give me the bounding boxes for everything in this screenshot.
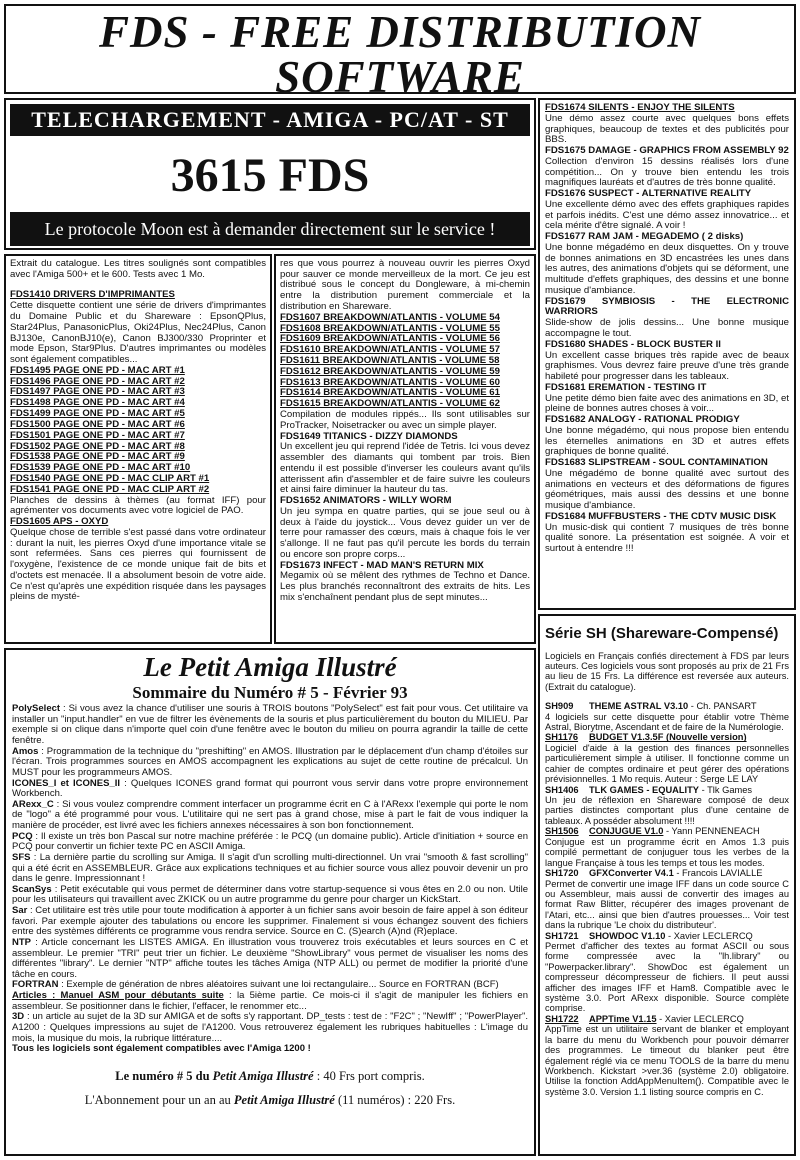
list-item: FDS1540 PAGE ONE PD - MAC CLIP ART #1 (10, 472, 210, 484)
entry-text: Permet de convertir une image IFF dans un code source C ou Assembleur, mais aussi de convertir des images au format Raw Blitter, récupérer des images provenant de l'Atari, etc... ainsi que bien d'autres prouesses... Voir test dans la rubrique 'Le choix du distributeur'. (545, 878, 789, 931)
list-item: FDS1501 PAGE ONE PD - MAC ART #7 (10, 429, 185, 441)
sommaire-entry (12, 885, 528, 906)
list-item: FDS1611 BREAKDOWN/ATLANTIS - VOLUME 58 (280, 354, 500, 366)
sommaire-text: : Exemple de génération de nbres aléatoires suivant une loi rectangulaire... Source en FORTRAN (BCF) (58, 979, 499, 991)
sommaire-entry (12, 747, 528, 779)
sommaire-text: : un article au sujet de la 3D sur AMIGA et de softs s'y rapportant. DP_tests : test de : "F2C" ; "NewIff" ; "PowerPlayer". A1200 : Quelques impressions au sujet de l'A1200. Vous retrouverez également les rubriques habituelles : L'image du mois, la musique du mois, la rubrique littérature.... (12, 1011, 528, 1044)
list-item: FDS1497 PAGE ONE PD - MAC ART #3 (10, 386, 185, 398)
entry-title: FDS1684 MUFFBUSTERS - THE CDTV MUSIC DISK (545, 510, 777, 522)
sh-name: SHOWDOC V1.10 (589, 930, 666, 941)
entry-text: 4 logiciels sur cette disquette pour établir votre Thème Astral, Biorytme, Ascendant et de faire de la Numérologie. (545, 711, 789, 733)
subscription-line: L'Abonnement pour un an au Petit Amiga Illustré (11 numéros) : 220 Frs. (84, 1092, 456, 1107)
sommaire-entry (12, 853, 528, 885)
list-item: FDS1614 BREAKDOWN/ATLANTIS - VOLUME 61 (280, 387, 500, 399)
sommaire-key: ICONES_I et ICONES_II (12, 777, 121, 789)
mac-art-list (10, 366, 266, 496)
magazine-subtitle: Sommaire du Numéro # 5 - Février 93 (132, 682, 408, 702)
sommaire-entry (12, 1012, 528, 1044)
entry-title: FDS1605 APS - OXYD (10, 516, 109, 528)
entry-text: Une excellente démo avec des effets graphiques rapides et parfois inédits. C'est une démo assez innovatrice... et cela mérite d'être signalé. A voir ! (545, 198, 789, 232)
entry-title: FDS1681 EREMATION - TESTING IT (545, 381, 707, 393)
entry-text: Permet d'afficher des textes au format ASCII ou sous forme compressée avec la "lh.library" ou "Powerpacker.library". ShowDoc est également un compresseur décompresseur de fichiers. Il peut aussi afficher des images IFF et Ham8. Compatible avec le système 3.0. Port ARexx disponible. Source complète comprise. (545, 941, 789, 1014)
entry-title: FDS1680 SHADES - BLOCK BUSTER II (545, 338, 721, 350)
entry-text: Megamix où se mêlent des rythmes de Techno et Dance. Les plus branchés reconnaîtront des extraits de hits. Les mix s'enchaînent pendant plus de sept minutes... (280, 570, 530, 603)
sommaire-key: PCQ (12, 830, 33, 842)
sommaire-key: ARexx_C (12, 798, 54, 810)
list-item: FDS1607 BREAKDOWN/ATLANTIS - VOLUME 54 (280, 311, 500, 323)
sh-entry-title (545, 931, 789, 942)
serie-sh-intro: Logiciels en Français confiés directement à FDS par leurs auteurs. Ces logiciels vous sont proposés au prix de 21 Frs au lieu de 15 Frs. La différence est reversée aux auteurs. (Extrait du catalogue). (545, 650, 789, 692)
entry-text: Slide-show de jolis dessins... Une bonne musique accompagne le tout. (545, 317, 789, 339)
entry-text: Un excellent jeu qui reprend l'idée de Tetris. Ici vous devez assembler des diamants qui tombent par trois. Bien entendu il est possible d'inverser les couleurs avant qu'ils atterissent afin d'assembler et de faire suivre les couleurs et ainsi faire diminuer la hauteur du tas. (280, 441, 530, 496)
sh-name: BUDGET V1.3.5F (Nouvelle version) (589, 732, 747, 743)
sommaire-key: FORTRAN (12, 979, 59, 991)
sommaire-text: : Si vous voulez comprendre comment interfacer un programme écrit en C à l'ARexx l'exemple qui porte le nom de "logo" a été programmé pour vous. L'utilitaire qui ne sert pas à grand chose, mise à part le fait de vous indiquer la manière de procéder, est livré avec les fichiers annexes nécessaires à son bon fonctionnement. (12, 798, 528, 832)
sommaire-entry (12, 991, 528, 1012)
sommaire-entry (12, 832, 528, 853)
entry-text: Conjugue est un programme écrit en Amos 1.3 puis compilé permettant de conjuguer tous les verbes de la langue Française à tous les temps et tous les modes. (545, 836, 789, 868)
entry-text: Collection d'environ 15 dessins réalisés lors d'une compétition... On y trouve bien entendu les trois magnifiques lauréats et d'autres de très bonne qualité. (545, 155, 789, 189)
sommaire-key: NTP (12, 936, 31, 948)
sh-author: - Francois LAVIALLE (673, 868, 763, 878)
sh-entry-title (545, 732, 789, 743)
entry-title: FDS1682 ANALOGY - RATIONAL PRODIGY (545, 414, 740, 426)
list-item: FDS1499 PAGE ONE PD - MAC ART #5 (10, 408, 185, 420)
sh-code: SH1406 (545, 784, 579, 795)
entry-title: FDS1679 SYMBIOSIS - THE ELECTRONIC WARRIORS (545, 295, 789, 318)
sommaire-text: : Si vous avez la chance d'utiliser une souris à TROIS boutons "PolySelect" est fait pour vous. Cet utilitaire va installer un "input.handler" en vue de filtrer les évènements de la souris et plus particulièrement du bouton du MILIEU. Par exemple si on clique dans n'importe quel coin d'une fenêtre avec le bouton du milieu on pourra agrandir la taille de cette fenêtre. (12, 703, 528, 747)
entry-title: FDS1673 INFECT - MAD MAN'S RETURN MIX (280, 559, 484, 571)
page-title: FDS - FREE DISTRIBUTION SOFTWARE (99, 7, 701, 94)
sh-code: SH1176 (545, 732, 579, 743)
entry-title: FDS1676 SUSPECT - ALTERNATIVE REALITY (545, 188, 752, 200)
sommaire-text: : La dernière partie du scrolling sur Amiga. Il s'agit d'un scrolling multi-directionnel. Un vrai "smooth & fast scrolling" qui a été écrit en ASSEMBLEUR. Grâce aux explications techniques et au fichier source vous allez pouvoir devenir un pro dans le genre. Impressionnant ! (12, 851, 528, 885)
list-item: FDS1539 PAGE ONE PD - MAC ART #10 (10, 462, 191, 474)
list-item: FDS1610 BREAKDOWN/ATLANTIS - VOLUME 57 (280, 344, 500, 356)
sommaire-text: : Article concernant les LISTES AMIGA. En illustration vous trouverez trois exécutables et leurs sources en C et assembleur. Le premier "TRI" peut trier un fichier. Le deuxième "ShowLibrary" vous permet de visualiser les noms des différentes "library". Le dernier "NTP" affiche toutes les tâches Amiga (NTP ALL) ou permet de modifier la priorité d'une tâche en cours. (12, 936, 528, 980)
sommaire-entry (12, 704, 528, 747)
sommaire-text: : la 5ième partie. Ce mois-ci il s'agit de manipuler les fichiers en assembleur. Se positionner dans le fichier, l'effacer, le renommer etc... (12, 990, 528, 1012)
sh-entry-title (545, 1014, 789, 1025)
telechargement-banner: TELECHARGEMENT - AMIGA - PC/AT - ST (10, 104, 530, 136)
entry-text: Une bonne mégadémo en deux disquettes. On y trouve de bonnes animations en 3D encastrées les unes dans les autres, des animations d'objets qui se déforment, une multitude d'effets graphiques, des dessins et une bonne musique d'ambiance. (545, 241, 789, 296)
sh-entry-title (545, 868, 789, 879)
list-item: FDS1613 BREAKDOWN/ATLANTIS - VOLUME 60 (280, 376, 500, 388)
catalogue-column-2 (274, 254, 536, 644)
list-item: FDS1615 BREAKDOWN/ATLANTIS - VOLUME 62 (280, 398, 500, 410)
entry-title: FDS1675 DAMAGE - GRAPHICS FROM ASSEMBLY 92 (545, 145, 789, 157)
magazine-title: Le Petit Amiga Illustré (143, 652, 397, 682)
sommaire-list (12, 704, 528, 1044)
entry-text: res que vous pourrez à nouveau ouvrir les pierres Oxyd pour sauver ce monde merveilleux de la mort. Ce jeu est distribué sous le concept du Dongleware, à mi-chemin entre la distribution purement commerciale et la distribution en Shareware. (280, 258, 530, 312)
list-item: FDS1612 BREAKDOWN/ATLANTIS - VOLUME 59 (280, 365, 500, 377)
sh-name: GFXConverter V4.1 (589, 868, 674, 878)
sommaire-entry (12, 779, 528, 800)
sommaire-key: Amos (12, 745, 39, 757)
sh-author: - Tlk Games (699, 784, 753, 795)
sommaire-text: : Programmation de la technique du "preshifting" en AMOS. Illustration par le déplacement d'un champ d'étoiles sur l'écran. Trois programmes sources en AMOS accompagnent les explications au sujet de cette routine de précalcul. Un MUST pour les programmeurs AMOS. (12, 745, 528, 778)
sommaire-text: : Cet utilitaire est très utile pour toute modification à apporter à un fichier sans avoir besoin de faire appel à son éditeur favori. Par exemple ajouter des tabulations ou encore les supprimer. Finalement si vous échangez souvent des fichiers entre des systèmes différents ce programme vous rendra service. Source en C. (S)earch (A)nd (R)eplace. (12, 905, 528, 938)
sommaire-text: : Il existe un très bon Pascal sur notre machine préférée : le PCQ (un domaine public). Article d'initiation + source en PCQ pour convertir un fichier texte PC en ASCII Amiga. (12, 830, 528, 853)
sommaire-key: 3D (12, 1011, 25, 1023)
entry-text: Un jeu sympa en quatre parties, qui se joue seul ou à deux à l'aide du joystick... Vous devez guider un ver de terre pour ramasser des cœurs, mais à chaque fois le ver s'allonge. Il ne faut pas qu'il percute les bords du terrain ou encore son propre corps... (280, 505, 530, 560)
entry-text: AppTime est un utilitaire servant de blanker et employant la barre du menu du Workbench pour pouvoir démarrer des programmes. Le timeout du blanker peut être également réglé via ce menu TOOLS de la barre du menu Workbench. Kickstart >ver.36 (système 2.0) obligatoire. Utilise la fonction AddAppMenuItem(). Compatible avec le système 3.0. Version 1.1 listing source compris en C. (545, 1024, 789, 1097)
entry-text: Compilation de modules rippés... Ils sont utilisables sur ProTracker, Noisetracker ou avec un simple player. (280, 409, 530, 431)
catalogue-intro: Extrait du catalogue. Les titres soulignés sont compatibles avec l'Amiga 500+ et le 600. Tests avec 1 Mo. (10, 258, 266, 280)
sommaire-entry (12, 938, 528, 981)
sh-code: SH1720 (545, 868, 579, 878)
sh-code: SH1721 (545, 930, 579, 941)
sommaire-text: : Quelques ICONES grand format qui pourront vous servir dans votre propre environnement Workbench. (12, 777, 528, 800)
entry-title: FDS1410 DRIVERS D'IMPRIMANTES (10, 289, 175, 301)
list-item: FDS1500 PAGE ONE PD - MAC ART #6 (10, 418, 185, 430)
sh-name: CONJUGUE V1.0 (589, 826, 664, 837)
list-item: FDS1498 PAGE ONE PD - MAC ART #4 (10, 397, 185, 409)
minitel-code: 3615 FDS (170, 149, 370, 202)
sh-entry-title (545, 785, 789, 796)
entry-text: Un jeu de réflexion en Shareware composé de deux parties distinctes comportant plus d'une centaine de tableaux. A posséder absolument !!!! (545, 795, 789, 826)
list-item: FDS1541 PAGE ONE PD - MAC CLIP ART #2 (10, 483, 210, 495)
sommaire-entry (12, 800, 528, 832)
sh-entry-title (545, 826, 789, 837)
sh-author: - Xavier LECLERCQ (656, 1013, 744, 1024)
entry-text: Un music-disk qui contient 7 musiques de très bonne qualité sonore. La présentation est soignée. A voir et surtout à entendre !!! (545, 521, 789, 555)
sh-name: APPTime V1.15 (589, 1013, 657, 1024)
sommaire-entry (12, 906, 528, 938)
sh-name: TLK GAMES - EQUALITY (589, 784, 700, 795)
list-item: FDS1608 BREAKDOWN/ATLANTIS - VOLUME 55 (280, 322, 500, 334)
compat-note: Tous les logiciels sont également compatibles avec l'Amiga 1200 ! (12, 1043, 311, 1055)
sh-author: - Xavier LECLERCQ (665, 930, 753, 941)
sh-author: - Ch. PANSART (688, 701, 757, 712)
catalogue-column-1 (4, 254, 272, 644)
sh-code: SH1506 (545, 826, 579, 837)
sommaire-key: PolySelect (12, 703, 61, 715)
entry-text: Une mégadémo de bonne qualité avec surtout des animations en vecteurs et des déformations de figures géométriques, mais aussi des dessins et une bonne musique d'ambiance. (545, 467, 789, 512)
entry-text: Une bonne mégadémo, qui nous propose bien entendu les éternelles animations en 3D et autres effets graphiques de bonne qualité. (545, 424, 789, 458)
breakdown-list (280, 313, 530, 410)
sommaire-key: Sar (12, 905, 28, 917)
sommaire-key: SFS (12, 851, 31, 863)
entry-title: FDS1677 RAM JAM - MEGADEMO ( 2 disks) (545, 231, 744, 243)
list-item: FDS1538 PAGE ONE PD - MAC ART #9 (10, 451, 185, 463)
sh-name: THEME ASTRAL V3.10 (589, 701, 689, 712)
sommaire-key: Articles : Manuel ASM pour débutants suite (12, 990, 224, 1002)
entry-text: Une petite démo bien faite avec des animations en 3D, et pleine de bonnes autres choses à voir... (545, 392, 789, 415)
sommaire-text: : Petit exécutable qui vous permet de déterminer dans votre startup-sequence si vous êtes en 2.0 ou non. Utile pour les utilisateurs qui travaillent avec ZKICK ou un autre programme du genre pour charger un KickStart. (12, 883, 528, 906)
entry-text: Planches de dessins à thèmes (au format IFF) pour agrémenter vos documents avec votre logiciel de PAO. (10, 494, 266, 517)
serie-sh-box (538, 614, 796, 1156)
sommaire-key: ScanSys (12, 883, 52, 895)
petit-amiga-box (4, 648, 536, 1156)
sh-code: SH909 (545, 701, 574, 712)
sh-code: SH1722 (545, 1013, 579, 1024)
telechargement-box (4, 98, 536, 250)
moon-protocol-banner: Le protocole Moon est à demander directement sur le service ! (10, 212, 530, 246)
list-item: FDS1496 PAGE ONE PD - MAC ART #2 (10, 375, 185, 387)
sh-entry-title (545, 701, 789, 712)
serie-sh-title: Série SH (Shareware-Compensé) (545, 625, 779, 642)
entry-text: Logiciel d'aide à la gestion des finances personnelles particulièrement simple à utiliser. Il fonctionne comme un cahier de comptes ordinaire et peut gérer des opérations prévisionnelles. 1 Mo requis. Auteur : Serge LE LAY (545, 742, 789, 785)
entry-text: Cette disquette contient une série de drivers d'imprimantes du Domaine Public et du Shareware : EpsonQPlus, Star24Plus, PanasonicPlus, Oki24Plus, Nec24Plus, Canon BJ130e, CanonBJ10(e), Canon BJ300/330 Proprinter et mode Epson, Star9Plus. D'autres imprimantes ou modèles sont également compatibles... (10, 300, 266, 365)
catalogue-column-3 (538, 98, 796, 610)
list-item: FDS1495 PAGE ONE PD - MAC ART #1 (10, 364, 185, 376)
list-item: FDS1609 BREAKDOWN/ATLANTIS - VOLUME 56 (280, 333, 500, 345)
list-item: FDS1502 PAGE ONE PD - MAC ART #8 (10, 440, 185, 452)
price-line: Le numéro # 5 du Petit Amiga Illustré : 40 Frs port compris. (115, 1068, 425, 1083)
entry-title: FDS1652 ANIMATORS - WILLY WORM (280, 495, 452, 507)
entry-title: FDS1674 SILENTS - ENJOY THE SILENTS (545, 102, 735, 113)
entry-text: Une démo assez courte avec quelques bons effets graphiques, beaucoup de textes et des publicités pour BBS. (545, 112, 789, 146)
entry-title: FDS1649 TITANICS - DIZZY DIAMONDS (280, 430, 458, 442)
sh-author: - Yann PENNENEACH (663, 826, 760, 837)
entry-text: Un excellent casse briques très rapide avec de beaux graphismes. Vous devrez faire preuve d'une très grande habileté pour progresser dans les tableaux. (545, 349, 789, 383)
sh-list (545, 701, 789, 1097)
entry-title: FDS1683 SLIPSTREAM - SOUL CONTAMINATION (545, 457, 768, 469)
entry-text: Quelque chose de terrible s'est passé dans votre ordinateur : durant la nuit, les pierres Oxyd d'une importance vitale se sont refermées. Sans ces pierres qui fournissent de l'oxygène, l'existence de ce monde unique fait de bits et d'octets est menacée. Il a absolument besoin de votre aide. Ce n'est qu'après une expédition risquée dans les paysages pleins de mysté- (10, 526, 266, 603)
header-box (4, 4, 796, 94)
